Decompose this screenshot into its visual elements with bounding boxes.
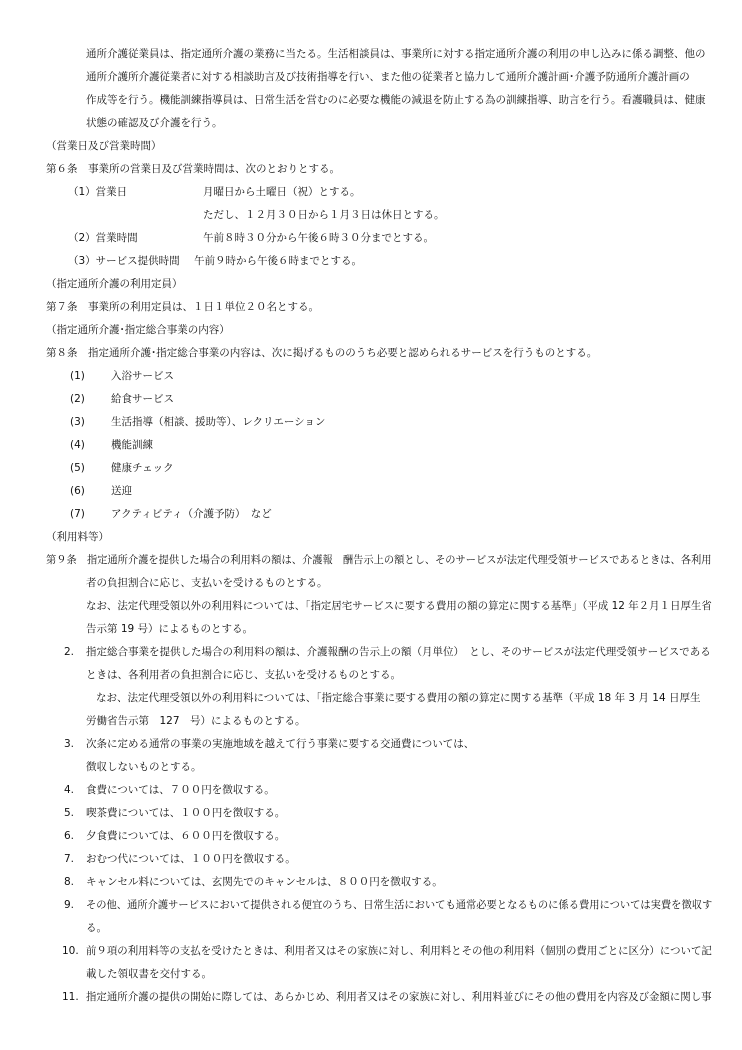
art9-heading: （利用料等）: [46, 531, 109, 543]
art9-p1-line1: 第９条 指定通所介護を提供した場合の利用料の額は、介護報 酬告示上の額とし、そのサービスが法定代理受領サービスであるときは、各利用: [46, 554, 712, 566]
art9-p11-line1: 指定通所介護の提供の開始に際しては、あらかじめ、利用者又はその家族に対し、利用料並びにその他の費用を内容及び金額に関し事: [86, 991, 712, 1003]
art9-p9-line1: その他、通所介護サービスにおいて提供される便宜のうち、日常生活においても通常必要となるものに係る費用については実費を徴収す: [86, 899, 713, 911]
art9-p4-num: 4.: [64, 784, 75, 796]
art8-item2-num: (2): [70, 393, 85, 405]
art9-p2-num: 2.: [64, 646, 75, 658]
art9-p2-line2: ときは、各利用者の負担割合に応じ、支払いを受けるものとする。: [86, 669, 401, 681]
art8-item2-text: 給食サービス: [111, 393, 174, 405]
art8-item6-text: 送迎: [111, 485, 132, 497]
art6-item2-value: 午前８時３０分から午後６時３０分までとする。: [203, 232, 434, 244]
art7-title: 第７条 事業所の利用定員は、１日１単位２０名とする。: [46, 301, 319, 313]
art9-p5-num: 5.: [64, 807, 75, 819]
art6-heading: （営業日及び営業時間）: [46, 140, 162, 152]
art6-item1-value: 月曜日から土曜日（祝）とする。: [203, 186, 361, 198]
art9-p3-num: 3.: [64, 738, 75, 750]
art9-p2-line1: 指定総合事業を提供した場合の利用料の額は、介護報酬の告示上の額（月単位） とし、そのサービスが法定代理受領サービスである: [86, 646, 711, 658]
intro-line-3: 作成等を行う。機能訓練指導員は、日常生活を営むのに必要な機能の減退を防止する為の訓練指導、助言を行う。看護職員は、健康: [86, 94, 706, 106]
art8-item4-text: 機能訓練: [111, 439, 153, 451]
art9-p3-line2: 徴収しないものとする。: [86, 761, 202, 773]
art8-heading: （指定通所介護･指定総合事業の内容）: [46, 324, 230, 336]
art6-item3-label: （3）サービス提供時間: [68, 255, 180, 267]
art9-p8-text: キャンセル料については、玄関先でのキャンセルは、８００円を徴収する。: [86, 876, 443, 888]
art9-p1-line2: 者の負担割合に応じ、支払いを受けるものとする。: [86, 577, 328, 589]
art8-item3-num: (3): [70, 416, 85, 428]
art9-p2-line4: 労働省告示第 127 号）によるものとする。: [86, 715, 306, 727]
art9-p3-line1: 次条に定める通常の事業の実施地域を越えて行う事業に要する交通費については、: [86, 738, 475, 750]
art9-p7-text: おむつ代については、１００円を徴収する。: [86, 853, 296, 865]
art6-item1-note: ただし、１２月３０日から１月３日は休日とする。: [203, 209, 445, 221]
art9-p11-num: 11.: [62, 991, 79, 1003]
art9-p6-num: 6.: [64, 830, 75, 842]
art9-p9-line2: る。: [86, 922, 107, 934]
intro-line-2: 通所介護所介護従業者に対する相談助言及び技術指導を行い、また他の従業者と協力して通所介護計画･介護予防通所介護計画の: [86, 71, 690, 83]
intro-line-4: 状態の確認及び介護を行う。: [86, 117, 223, 129]
art6-item1-label: （1）営業日: [68, 186, 128, 198]
art9-p5-text: 喫茶費については、１００円を徴収する。: [86, 807, 286, 819]
art9-p10-line1: 前９項の利用料等の支払を受けたときは、利用者又はその家族に対し、利用料とその他の利用料（個別の費用ごとに区分）について記: [86, 945, 712, 957]
art9-p6-text: 夕食費については、６００円を徴収する。: [86, 830, 286, 842]
art9-p10-num: 10.: [62, 945, 79, 957]
art8-item1-text: 入浴サービス: [111, 370, 174, 382]
art8-item7-text: アクティビティ（介護予防） など: [111, 508, 272, 520]
art8-item5-num: (5): [70, 462, 85, 474]
art6-item3-value: 午前９時から午後６時までとする。: [194, 255, 362, 267]
intro-line-1: 通所介護従業員は、指定通所介護の業務に当たる。生活相談員は、事業所に対する指定通所介護の利用の申し込みに係る調整、他の: [86, 48, 706, 60]
art8-item3-text: 生活指導（相談、援助等）、レクリエーション: [111, 416, 326, 428]
art8-title: 第８条 指定通所介護･指定総合事業の内容は、次に掲げるもののうち必要と認められるサービスを行うものとする。: [46, 347, 598, 359]
art9-p7-num: 7.: [64, 853, 75, 865]
art6-item2-label: （2）営業時間: [68, 232, 138, 244]
art6-title: 第６条 事業所の営業日及び営業時間は、次のとおりとする。: [46, 163, 340, 175]
art8-item5-text: 健康チェック: [111, 462, 174, 474]
art9-p10-line2: 載した領収書を交付する。: [86, 968, 212, 980]
art9-p4-text: 食費については、７００円を徴収する。: [86, 784, 275, 796]
art8-item1-num: (1): [70, 370, 85, 382]
art7-heading: （指定通所介護の利用定員）: [46, 278, 183, 290]
art9-p1-line3: なお、法定代理受領以外の利用料については、「指定居宅サービスに要する費用の額の算定に関する基準」（平成 12 年２月１日厚生省: [86, 600, 712, 612]
art9-p8-num: 8.: [64, 876, 75, 888]
art9-p2-line3: なお、法定代理受領以外の利用料については、｢指定総合事業に要する費用の額の算定に関する基準（平成 18 年 3 月 14 日厚生: [96, 692, 701, 704]
art8-item4-num: (4): [70, 439, 85, 451]
art9-p1-line4: 告示第 19 号）によるものとする。: [86, 623, 254, 635]
art8-item6-num: (6): [70, 485, 85, 497]
art8-item7-num: (7): [70, 508, 85, 520]
art9-p9-num: 9.: [64, 899, 75, 911]
